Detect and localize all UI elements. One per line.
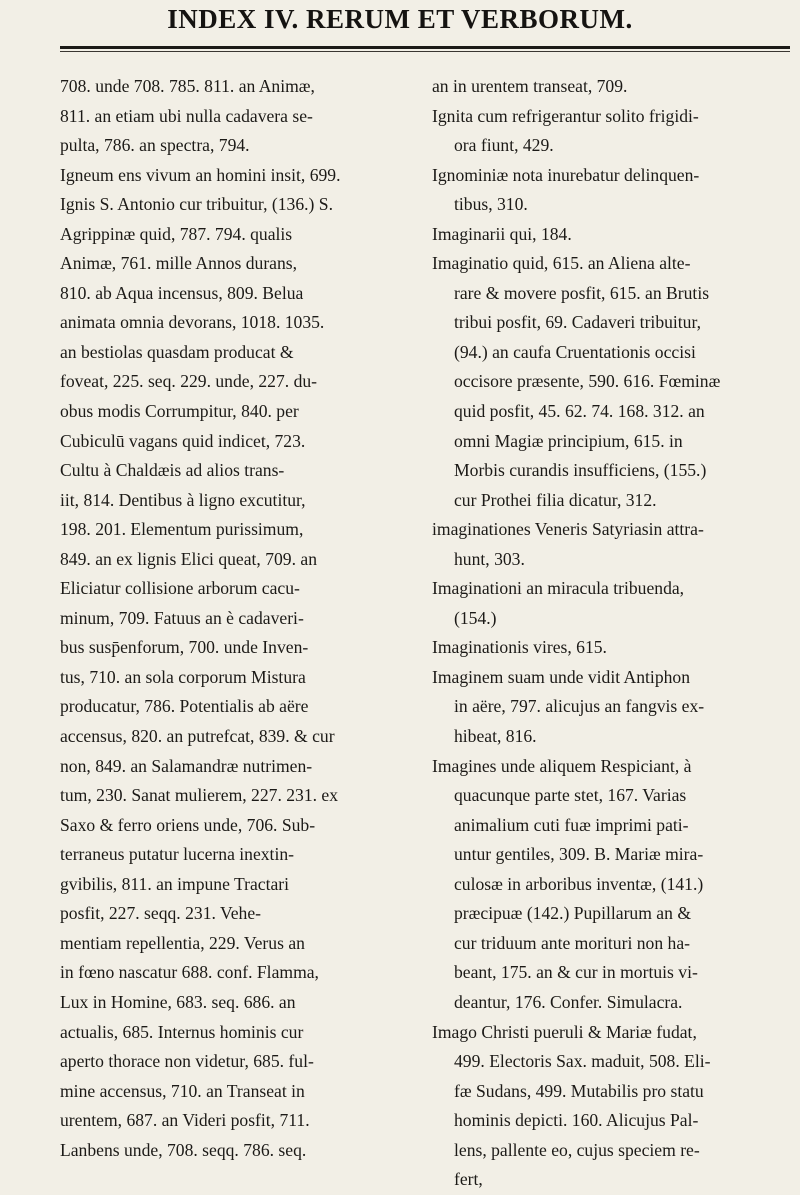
index-line: Igneum ens vivum an homini insit, 699. <box>60 164 341 185</box>
index-line: mine accensus, 710. an Transeat in <box>60 1080 305 1101</box>
index-line: beant, 175. an & cur in mortuis vi- <box>454 962 698 983</box>
index-line: deantur, 176. Confer. Simulacra. <box>454 991 683 1012</box>
index-line: tribui posfit, 69. Cadaveri tribuitur, <box>454 312 702 333</box>
index-line: Morbis curandis insufficiens, (155.) <box>454 460 707 481</box>
index-line: producatur, 786. Potentialis ab aëre <box>60 696 309 717</box>
index-line: an bestiolas quasdam producat & <box>60 341 294 362</box>
index-line: Ignis S. Antonio cur tribuitur, (136.) S. <box>60 194 333 215</box>
index-line: Imaginationi an miracula tribuenda, <box>432 578 685 599</box>
index-line: lens, pallente eo, cujus speciem re- <box>454 1139 700 1160</box>
index-line: Animæ, 761. mille Annos durans, <box>60 253 298 274</box>
index-line: ora fiunt, 429. <box>454 135 554 156</box>
index-line: terraneus putatur lucerna inextin- <box>60 844 294 865</box>
index-line: iit, 814. Dentibus à ligno excutitur, <box>60 489 306 510</box>
index-line: in fœno nascatur 688. conf. Flamma, <box>60 962 319 983</box>
index-line: pulta, 786. an spectra, 794. <box>60 135 250 156</box>
index-line: Imaginationis vires, 615. <box>432 637 607 658</box>
index-line: culosæ in arboribus inventæ, (141.) <box>454 873 704 894</box>
index-line: tus, 710. an sola corporum Mistura <box>60 666 306 687</box>
index-line: hibeat, 816. <box>454 726 537 747</box>
index-line: urentem, 687. an Videri posfit, 711. <box>60 1110 310 1131</box>
index-line: foveat, 225. seq. 229. unde, 227. du- <box>60 371 318 392</box>
index-line: cur Prothei filia dicatur, 312. <box>454 489 657 510</box>
index-line: Lanbens unde, 708. seqq. 786. seq. <box>60 1139 307 1160</box>
index-line: occisore præsente, 590. 616. Fœminæ <box>454 371 721 392</box>
right-column <box>432 72 790 1195</box>
index-line: Saxo & ferro oriens unde, 706. Sub- <box>60 814 316 835</box>
index-line: tibus, 310. <box>454 194 528 215</box>
index-line: an in urentem transeat, 709. <box>432 76 628 96</box>
index-line: quacunque parte stet, 167. Varias <box>454 785 687 806</box>
page-header: INDEX IV. RERUM ET VERBORUM. <box>167 4 633 34</box>
index-line: aperto thorace non videtur, 685. ful- <box>60 1051 314 1072</box>
index-line: imaginationes Veneris Satyriasin attra- <box>432 519 704 540</box>
index-line: in aëre, 797. alicujus an fangvis ex- <box>454 696 705 717</box>
index-line: fert, <box>454 1169 483 1190</box>
index-line: 810. ab Aqua incensus, 809. Belua <box>60 282 304 303</box>
index-line: quid posfit, 45. 62. 74. 168. 312. an <box>454 401 705 422</box>
index-line: præcipuæ (142.) Pupillarum an & <box>454 903 692 924</box>
index-line: hunt, 303. <box>454 548 525 569</box>
header-rule <box>60 46 790 49</box>
left-column <box>60 72 418 1165</box>
index-line: minum, 709. Fatuus an è cadaveri- <box>60 607 304 628</box>
index-line: Ignominiæ nota inurebatur delinquen- <box>432 164 700 185</box>
index-line: Imaginem suam unde vidit Antiphon <box>432 666 691 687</box>
index-line: 499. Electoris Sax. maduit, 508. Eli- <box>454 1051 711 1072</box>
index-line: bus susp̄enforum, 700. unde Inven- <box>60 637 309 658</box>
index-line: Lux in Homine, 683. seq. 686. an <box>60 991 296 1012</box>
index-line: posfit, 227. seqq. 231. Vehe- <box>60 903 262 924</box>
index-line: Cubiculū vagans quid indicet, 723. <box>60 430 306 451</box>
index-line: untur gentiles, 309. B. Mariæ mira- <box>454 844 704 865</box>
index-line: tum, 230. Sanat mulierem, 227. 231. ex <box>60 785 339 806</box>
index-line: animalium cuti fuæ imprimi pati- <box>454 814 689 835</box>
index-line: hominis depicti. 160. Alicujus Pal- <box>454 1110 699 1131</box>
index-line: cur triduum ante morituri non ha- <box>454 932 690 953</box>
index-line: 198. 201. Elementum purissimum, <box>60 519 304 540</box>
index-line: Ignita cum refrigerantur solito frigidi- <box>432 105 699 126</box>
index-line: fæ Sudans, 499. Mutabilis pro statu <box>454 1080 704 1101</box>
index-line: gvibilis, 811. an impune Tractari <box>60 873 290 894</box>
index-line: animata omnia devorans, 1018. 1035. <box>60 312 325 333</box>
index-line: mentiam repellentia, 229. Verus an <box>60 932 305 953</box>
index-line: Imagines unde aliquem Respiciant, à <box>432 755 692 776</box>
index-line: 708. unde 708. 785. 811. an Animæ, <box>60 76 315 96</box>
index-line: accensus, 820. an putrefcat, 839. & cur <box>60 726 335 747</box>
index-line: omni Magiæ principium, 615. in <box>454 430 683 451</box>
index-line: Imaginarii qui, 184. <box>432 223 572 244</box>
index-line: (154.) <box>454 607 497 628</box>
index-line: (94.) an caufa Cruentationis occisi <box>454 341 696 362</box>
index-line: non, 849. an Salamandræ nutrimen- <box>60 755 313 776</box>
index-line: Imaginatio quid, 615. an Aliena alte- <box>432 253 691 274</box>
index-line: Cultu à Chaldæis ad alios trans- <box>60 460 285 481</box>
index-line: actualis, 685. Internus hominis cur <box>60 1021 304 1042</box>
index-line: obus modis Corrumpitur, 840. per <box>60 401 299 422</box>
index-line: rare & movere posfit, 615. an Brutis <box>454 282 710 303</box>
header-rule-thin <box>60 51 790 52</box>
index-line: 811. an etiam ubi nulla cadavera se- <box>60 105 313 126</box>
index-line: 849. an ex lignis Elici queat, 709. an <box>60 548 318 569</box>
index-line: Imago Christi pueruli & Mariæ fudat, <box>432 1021 697 1042</box>
index-line: Eliciatur collisione arborum cacu- <box>60 578 300 599</box>
index-line: Agrippinæ quid, 787. 794. qualis <box>60 223 293 244</box>
